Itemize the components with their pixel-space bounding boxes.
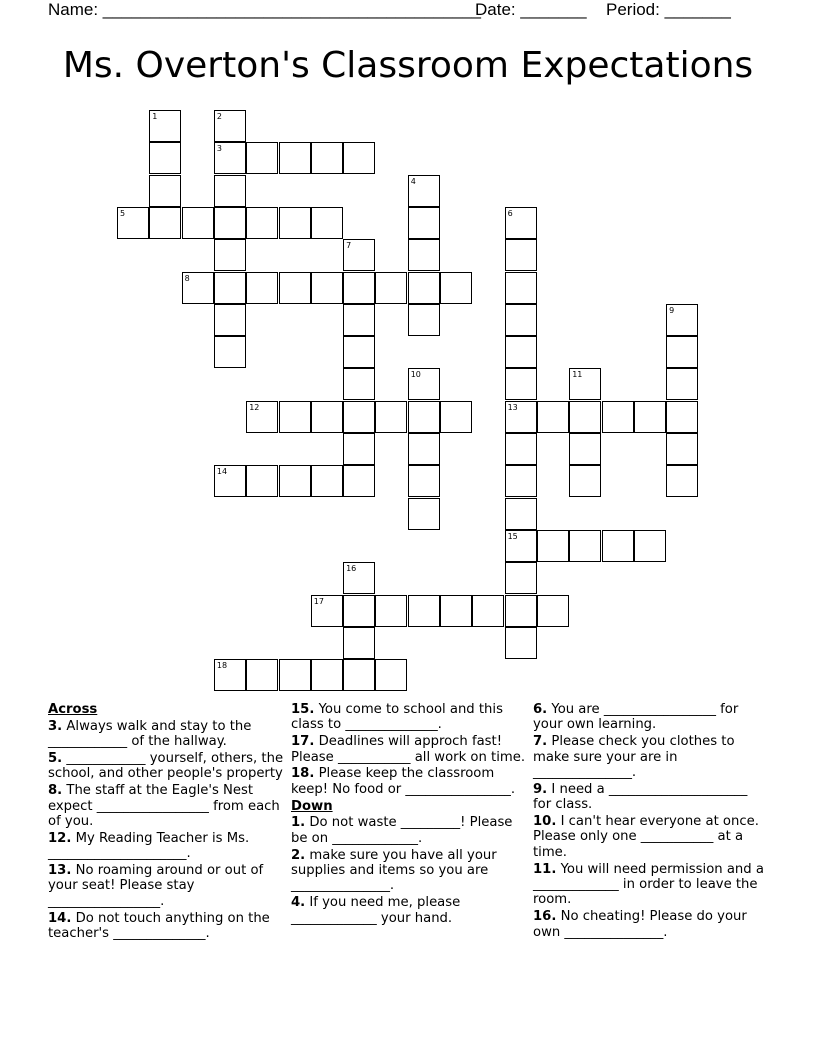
grid-cell[interactable] (246, 401, 278, 433)
grid-cell[interactable] (602, 530, 634, 562)
clue-10: 10. I can't hear everyone at once. Please only one ___________ at a time. (533, 814, 759, 860)
grid-cell[interactable] (505, 368, 537, 400)
grid-cell[interactable] (311, 465, 343, 497)
clue-18: 18. Please keep the classroom keep! No food or ________________. (291, 766, 516, 797)
grid-cell[interactable] (440, 272, 472, 304)
grid-cell[interactable] (149, 110, 181, 142)
clue-15: 15. You come to school and this class to ______________. (291, 702, 503, 733)
grid-cell[interactable] (505, 401, 537, 433)
grid-cell[interactable] (343, 336, 375, 368)
grid-cell[interactable] (279, 401, 311, 433)
clue-number: 14 (216, 467, 228, 477)
clue-number: 3 (216, 144, 222, 154)
grid-cell[interactable] (246, 465, 278, 497)
clue-column-1 (48, 702, 284, 943)
clue-9: 9. I need a _____________________ for class. (533, 781, 748, 813)
grid-cell[interactable] (505, 207, 537, 239)
grid-cell[interactable] (343, 368, 375, 400)
grid-cell[interactable] (279, 142, 311, 174)
grid-cell[interactable] (246, 207, 278, 239)
across-heading: Across (48, 702, 98, 717)
clue-8: 8. The staff at the Eagle's Nest expect _________________ from each of you. (48, 783, 280, 830)
clue-number: 1 (152, 112, 158, 121)
grid-cell[interactable] (343, 142, 375, 174)
clue-number: 13 (507, 402, 518, 412)
name-line[interactable]: Name: ________________________________________ (48, 0, 481, 19)
clue-number: 9 (669, 305, 675, 315)
clue-2: 2. make sure you have all your supplies and items so you are _______________. (291, 847, 497, 894)
clue-14: 14. Do not touch anything on the teacher's ______________. (48, 910, 270, 942)
grid-cell[interactable] (375, 595, 407, 627)
grid-cell[interactable] (214, 465, 246, 497)
grid-cell[interactable] (279, 207, 311, 239)
clue-number: 4 (410, 176, 416, 186)
grid-cell[interactable] (214, 659, 246, 691)
grid-cell[interactable] (375, 659, 407, 691)
grid-cell[interactable] (408, 368, 440, 400)
grid-cell[interactable] (505, 562, 537, 594)
grid-cell[interactable] (634, 401, 666, 433)
period-line[interactable]: Period: _______ (606, 0, 731, 19)
grid-cell[interactable] (537, 530, 569, 562)
clue-number: 18 (216, 661, 228, 671)
clue-column-3 (533, 702, 769, 941)
grid-cell[interactable] (666, 465, 698, 497)
grid-cell[interactable] (505, 627, 537, 659)
clue-16: 16. No cheating! Please do your own _______________. (533, 909, 747, 940)
clue-11: 11. You will need permission and a _____________ in order to leave the room. (533, 861, 764, 908)
grid-cell[interactable] (505, 595, 537, 627)
grid-cell[interactable] (537, 401, 569, 433)
clue-number: 10 (410, 370, 421, 380)
date-line[interactable]: Date: _______ (475, 0, 587, 19)
grid-cell[interactable] (343, 562, 375, 594)
grid-cell[interactable] (246, 272, 278, 304)
grid-cell[interactable] (311, 272, 343, 304)
clue-number: 17 (313, 596, 324, 606)
grid-cell[interactable] (343, 239, 375, 271)
grid-cell[interactable] (440, 401, 472, 433)
clue-3: 3. Always walk and stay to the ____________ of the hallway. (48, 718, 252, 750)
grid-cell[interactable] (569, 465, 601, 497)
grid-cell[interactable] (505, 336, 537, 368)
grid-cell[interactable] (214, 272, 246, 304)
page-title: Ms. Overton's Classroom Expectations (62, 45, 754, 86)
grid-cell[interactable] (149, 142, 181, 174)
clue-12: 12. My Reading Teacher is Ms. _____________________. (48, 830, 250, 862)
clue-column-2 (291, 702, 527, 927)
grid-cell[interactable] (214, 142, 246, 174)
grid-cell[interactable] (505, 530, 537, 562)
grid-cell[interactable] (279, 659, 311, 691)
grid-cell[interactable] (666, 304, 698, 336)
grid-cell[interactable] (505, 498, 537, 530)
grid-cell[interactable] (375, 401, 407, 433)
grid-cell[interactable] (505, 465, 537, 497)
grid-cell[interactable] (569, 530, 601, 562)
grid-cell[interactable] (246, 659, 278, 691)
grid-cell[interactable] (214, 207, 246, 239)
grid-cell[interactable] (375, 272, 407, 304)
grid-cell[interactable] (246, 142, 278, 174)
grid-cell[interactable] (214, 239, 246, 271)
clue-13: 13. No roaming around or out of your seat! Please stay _________________. (48, 863, 264, 909)
grid-cell[interactable] (117, 207, 149, 239)
clue-number: 6 (507, 208, 513, 218)
grid-cell[interactable] (311, 142, 343, 174)
clue-number: 5 (120, 208, 126, 218)
grid-cell[interactable] (505, 239, 537, 271)
clue-17: 17. Deadlines will approch fast! Please ___________ all work on time. (291, 734, 526, 765)
clue-7: 7. Please check you clothes to make sure your are in _______________. (533, 734, 735, 781)
grid-cell[interactable] (214, 110, 246, 142)
clue-1: 1. Do not waste _________! Please be on _____________. (291, 815, 513, 846)
grid-cell[interactable] (279, 272, 311, 304)
grid-cell[interactable] (408, 304, 440, 336)
grid-cell[interactable] (408, 239, 440, 271)
grid-cell[interactable] (279, 465, 311, 497)
grid-cell[interactable] (311, 595, 343, 627)
grid-cell[interactable] (182, 207, 214, 239)
clue-number: 12 (249, 402, 260, 412)
grid-cell[interactable] (311, 659, 343, 691)
grid-cell[interactable] (634, 530, 666, 562)
grid-cell[interactable] (343, 627, 375, 659)
grid-cell[interactable] (408, 465, 440, 497)
grid-cell[interactable] (311, 401, 343, 433)
clue-5: 5. ____________ yourself, others, the school, and other people's property (48, 751, 284, 782)
grid-cell[interactable] (408, 498, 440, 530)
clue-4: 4. If you need me, please _____________ your hand. (291, 895, 461, 926)
grid-cell[interactable] (343, 595, 375, 627)
grid-cell[interactable] (666, 433, 698, 465)
grid-cell[interactable] (343, 465, 375, 497)
grid-cell[interactable] (408, 272, 440, 304)
grid-cell[interactable] (343, 659, 375, 691)
clue-number: 15 (507, 531, 518, 541)
grid-cell[interactable] (214, 336, 246, 368)
grid-cell[interactable] (408, 401, 440, 433)
grid-cell[interactable] (440, 595, 472, 627)
grid-cell[interactable] (537, 595, 569, 627)
grid-cell[interactable] (666, 401, 698, 433)
grid-cell[interactable] (666, 368, 698, 400)
grid-cell[interactable] (569, 368, 601, 400)
grid-cell[interactable] (408, 175, 440, 207)
grid-cell[interactable] (569, 433, 601, 465)
grid-cell[interactable] (408, 433, 440, 465)
grid-cell[interactable] (343, 304, 375, 336)
grid-cell[interactable] (182, 272, 214, 304)
clue-number: 16 (346, 564, 357, 574)
grid-cell[interactable] (505, 304, 537, 336)
clue-number: 2 (216, 112, 222, 121)
grid-cell[interactable] (569, 401, 601, 433)
grid-cell[interactable] (214, 175, 246, 207)
grid-cell[interactable] (343, 272, 375, 304)
grid-cell[interactable] (311, 207, 343, 239)
down-heading: Down (291, 798, 333, 814)
clue-number: 11 (572, 370, 583, 380)
grid-cell[interactable] (343, 433, 375, 465)
grid-cell[interactable] (214, 304, 246, 336)
grid-cell[interactable] (408, 207, 440, 239)
grid-cell[interactable] (602, 401, 634, 433)
grid-cell[interactable] (149, 207, 181, 239)
grid-cell[interactable] (505, 433, 537, 465)
grid-cell[interactable] (472, 595, 504, 627)
grid-cell[interactable] (666, 336, 698, 368)
grid-cell[interactable] (149, 175, 181, 207)
clue-6: 6. You are _________________ for your own learning. (533, 702, 739, 733)
clue-number: 7 (346, 241, 352, 251)
grid-cell[interactable] (505, 272, 537, 304)
grid-cell[interactable] (343, 401, 375, 433)
clue-number: 8 (184, 273, 190, 283)
grid-cell[interactable] (408, 595, 440, 627)
